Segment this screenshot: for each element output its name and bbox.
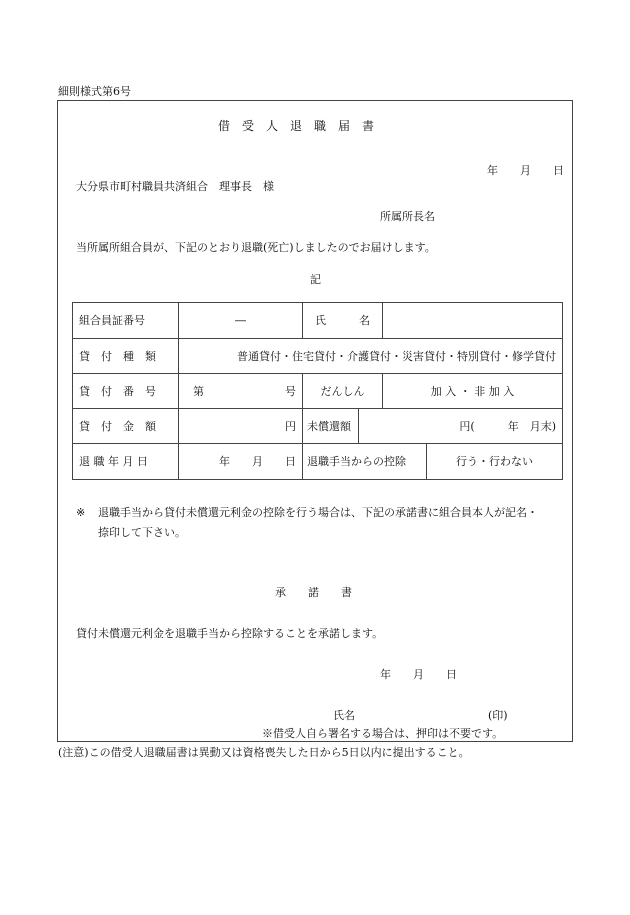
loan-details-table [72,302,563,480]
danshin-label: だんしん [303,374,383,409]
table-row [73,409,563,444]
loan-type-label: 貸 付 種 類 [73,339,179,374]
deduction-options: 行う・行わない [427,444,563,480]
name-label: 氏 名 [303,303,383,339]
loan-number-prefix: 第 [193,384,204,398]
loan-amount-label: 貸 付 金 額 [73,409,179,444]
note-line-1: 退職手当から貸付未償還元利金の控除を行う場合は、下記の承諾書に組合員本人が記名・ [98,506,538,519]
loan-number-suffix: 号 [285,384,296,398]
name-value [383,303,563,339]
table-row [73,444,563,480]
form-number: 細則様式第6号 [58,85,131,98]
consent-date: 年 月 日 [380,668,457,681]
table-row [73,303,563,339]
consent-title: 承 諾 書 [275,586,352,599]
unpaid-balance-value: 円( 年 月末) [359,409,563,444]
loan-number-value [179,374,303,409]
unpaid-balance-label: 未償還額 [303,409,359,444]
loan-type-options: 普通貸付・住宅貸付・介護貸付・災害貸付・特別貸付・修学貸付 [179,339,563,374]
deduction-label: 退職手当からの控除 [303,444,427,480]
loan-number-label: 貸 付 番 号 [73,374,179,409]
intro-text: 当所属所組合員が、下記のとおり退職(死亡)しましたのでお届けします。 [76,241,436,254]
danshin-options: 加 入 ・ 非 加 入 [383,374,563,409]
member-number-label: 組合員証番号 [73,303,179,339]
member-number-value: ― [179,303,303,339]
footer-note: (注意)この借受人退職届書は異動又は資格喪失した日から5日以内に提出すること。 [58,746,470,759]
sender-label: 所属所長名 [380,210,435,223]
note-mark: ※ [76,506,86,519]
retirement-date-value: 年 月 日 [179,444,303,480]
table-row [73,374,563,409]
loan-amount-value: 円 [179,409,303,444]
note-line-2: 捺印して下さい。 [98,526,186,539]
seal-note: ※借受人自ら署名する場合は、押印は不要です。 [262,727,504,740]
retirement-date-label: 退 職 年 月 日 [73,444,179,480]
table-row [73,339,563,374]
ki-label: 記 [310,273,321,286]
consent-text: 貸付未償還元利金を退職手当から控除することを承諾します。 [76,627,384,640]
signature-name-label: 氏名 [333,709,355,722]
submission-date: 年 月 日 [487,164,564,177]
seal-mark: (印) [488,709,508,722]
document-title: 借 受 人 退 職 届 書 [218,119,375,133]
addressee: 大分県市町村職員共済組合 理事長 様 [76,180,274,193]
